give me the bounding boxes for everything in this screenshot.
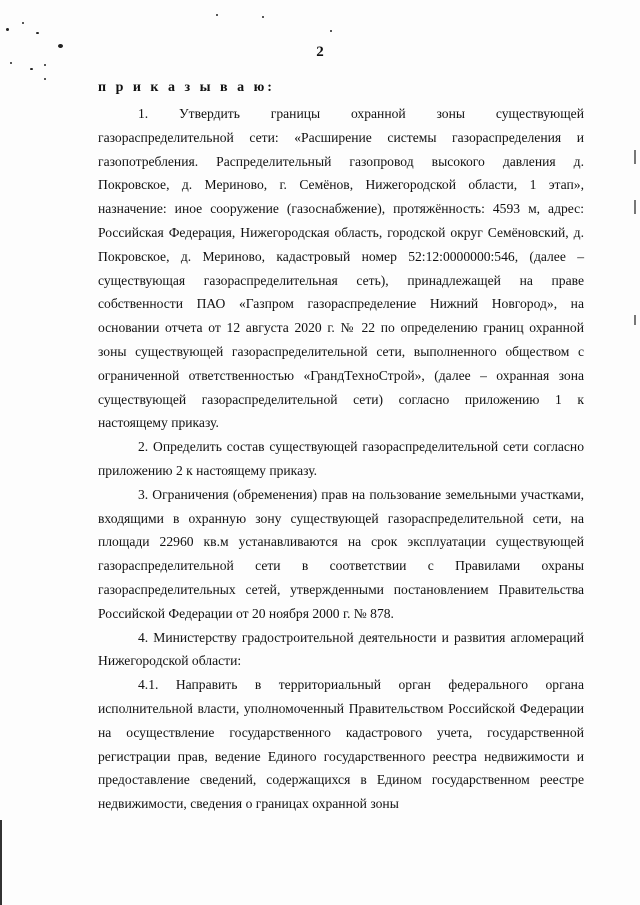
scan-speck: [216, 14, 218, 16]
scan-speck: [6, 28, 9, 31]
scan-speck: [22, 22, 24, 24]
scan-speck: [44, 78, 46, 80]
scan-speck: [30, 68, 33, 70]
scan-speck: [262, 16, 264, 18]
paragraph-4-1: 4.1. Направить в территориальный орган федерального органа исполнительной власти, уполномоченный Правительством Российской Федерации на осуществление государственного кадастрового учета, государственной регистрации прав, ведение Единого государственного реестра недвижимости и предоставление сведений, содержащихся в Едином государственном реестре недвижимости, сведения о границах охранной зоны: [98, 677, 584, 812]
page-number: 2: [316, 44, 324, 60]
scan-edge-mark: [634, 150, 636, 164]
scan-speck: [10, 62, 12, 64]
paragraph-1: 1. Утвердить границы охранной зоны существующей газораспределительной сети: «Расширение системы газораспределения и газопотребления. Распределительный газопровод высокого давления д. Покровское, д. Мериново, г. Семёнов, Нижегородской области, 1 этап», назначение: иное сооружение (газоснабжение), протяжённость: 4593 м, адрес: Российская Федерация, Нижегородская область, городской округ Семёновский, д. Покровское, д. Мериново, кадастровый номер 52:12:0000000:546, (далее – существующая газораспределительная сеть), принадлежащей на праве собственности ПАО «Газпром газораспределение Нижний Новгород», на основании отчета от 12 августа 2020 г. № 22 по определению границ охранной зоны существующей газораспределительной сети, выполненного обществом с ограниченной ответственностью «ГрандТехноСтрой», (далее – охранная зона существующей газораспределительной сети) согласно приложению 1 к настоящему приказу.: [98, 106, 584, 431]
scan-speck: [330, 30, 332, 32]
paragraph-2: 2. Определить состав существующей газораспределительной сети согласно приложению 2 к настоящему приказу.: [98, 439, 584, 478]
scan-edge-mark: [634, 315, 636, 325]
scan-speck: [36, 32, 39, 34]
paragraph-4: 4. Министерству градостроительной деятельности и развития агломераций Нижегородской области:: [98, 629, 584, 669]
scan-edge-mark: [634, 200, 636, 214]
paragraph-3: 3. Ограничения (обременения) прав на пользование земельными участками, входящими в охранную зону существующей газораспределительной сети, на площади 22960 кв.м устанавливаются на срок эксплуатации существующей газораспределительной сети в соответствии с Правилами охраны газораспределительных сетей, утвержденными постановлением Правительства Российской Федерации от 20 ноября 2000 г. № 878.: [98, 486, 584, 621]
order-heading: п р и к а з ы в а ю:: [98, 80, 275, 95]
scan-edge-mark: [0, 820, 2, 905]
document-body: [98, 102, 584, 816]
scan-speck: [44, 64, 46, 66]
